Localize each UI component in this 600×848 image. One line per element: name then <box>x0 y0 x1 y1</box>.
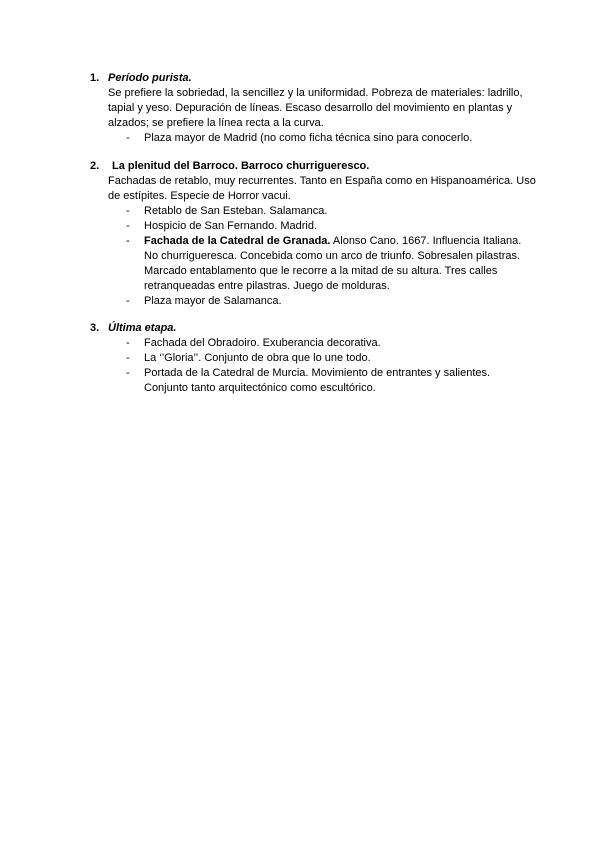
section-number: 2. <box>90 160 100 172</box>
list-item-text: Retablo de San Esteban. Salamanca. <box>144 205 328 217</box>
section-heading <box>90 71 540 86</box>
dash-list <box>90 131 540 146</box>
section-heading <box>90 321 540 336</box>
list-item-text: Plaza mayor de Madrid (no como ficha técnica sino para conocerlo. <box>144 132 473 144</box>
dash-bullet: - <box>126 352 130 364</box>
list-item-text: Fachada del Obradoiro. Exuberancia decorativa. <box>144 337 381 349</box>
section-periodo-purista <box>90 71 540 146</box>
dash-bullet: - <box>126 235 130 247</box>
list-item <box>90 366 524 396</box>
list-item <box>90 204 524 219</box>
section-title: Última etapa. <box>108 322 177 334</box>
dash-list <box>90 204 540 309</box>
section-paragraph: Se prefiere la sobriedad, la sencillez y la uniformidad. Pobreza de materiales: ladrillo, tapial y yeso. Depuración de líneas. Escaso desarrollo del movimiento en plantas y alzados; se prefiere la línea recta a la curva. <box>108 87 523 129</box>
list-item <box>90 336 524 351</box>
list-item-text: Plaza mayor de Salamanca. <box>144 295 282 307</box>
dash-bullet: - <box>126 367 130 379</box>
list-item-bold-text: Fachada de la Catedral de Granada. <box>144 235 331 247</box>
list-item <box>90 131 524 146</box>
section-paragraph: Fachadas de retablo, muy recurrentes. Tanto en España como en Hispanoamérica. Uso de estípites. Especie de Horror vacui. <box>108 175 536 202</box>
list-item-text: Hospicio de San Fernando. Madrid. <box>144 220 318 232</box>
list-item <box>90 351 524 366</box>
section-number: 1. <box>90 72 100 84</box>
section-title: La plenitud del Barroco. Barroco churrigueresco. <box>112 160 370 172</box>
dash-list <box>90 336 540 396</box>
section-number: 3. <box>90 322 100 334</box>
section-title: Período purista. <box>108 72 192 84</box>
dash-bullet: - <box>126 337 130 349</box>
list-item-text: La ‘’Gloria’’. Conjunto de obra que lo une todo. <box>144 352 371 364</box>
section-heading <box>90 159 540 174</box>
list-item <box>90 234 524 294</box>
list-item-text: Alonso Cano. 1667. Influencia Italiana. No churrigueresca. Concebida como un arco de triunfo. Sobresalen pilastras. Marcado entablamento que le recorre a la mitad de su altura. Tres calles retranqueadas entre pilastras. Juego de molduras. <box>144 235 522 292</box>
dash-bullet: - <box>126 295 130 307</box>
dash-bullet: - <box>126 220 130 232</box>
dash-bullet: - <box>126 132 130 144</box>
section-ultima-etapa <box>90 321 540 396</box>
list-item <box>90 294 524 309</box>
dash-bullet: - <box>126 205 130 217</box>
list-item-text: Portada de la Catedral de Murcia. Movimiento de entrantes y salientes. Conjunto tanto arquitectónico como escultórico. <box>144 367 491 394</box>
section-plenitud-barroco <box>90 159 540 309</box>
list-item <box>90 219 524 234</box>
